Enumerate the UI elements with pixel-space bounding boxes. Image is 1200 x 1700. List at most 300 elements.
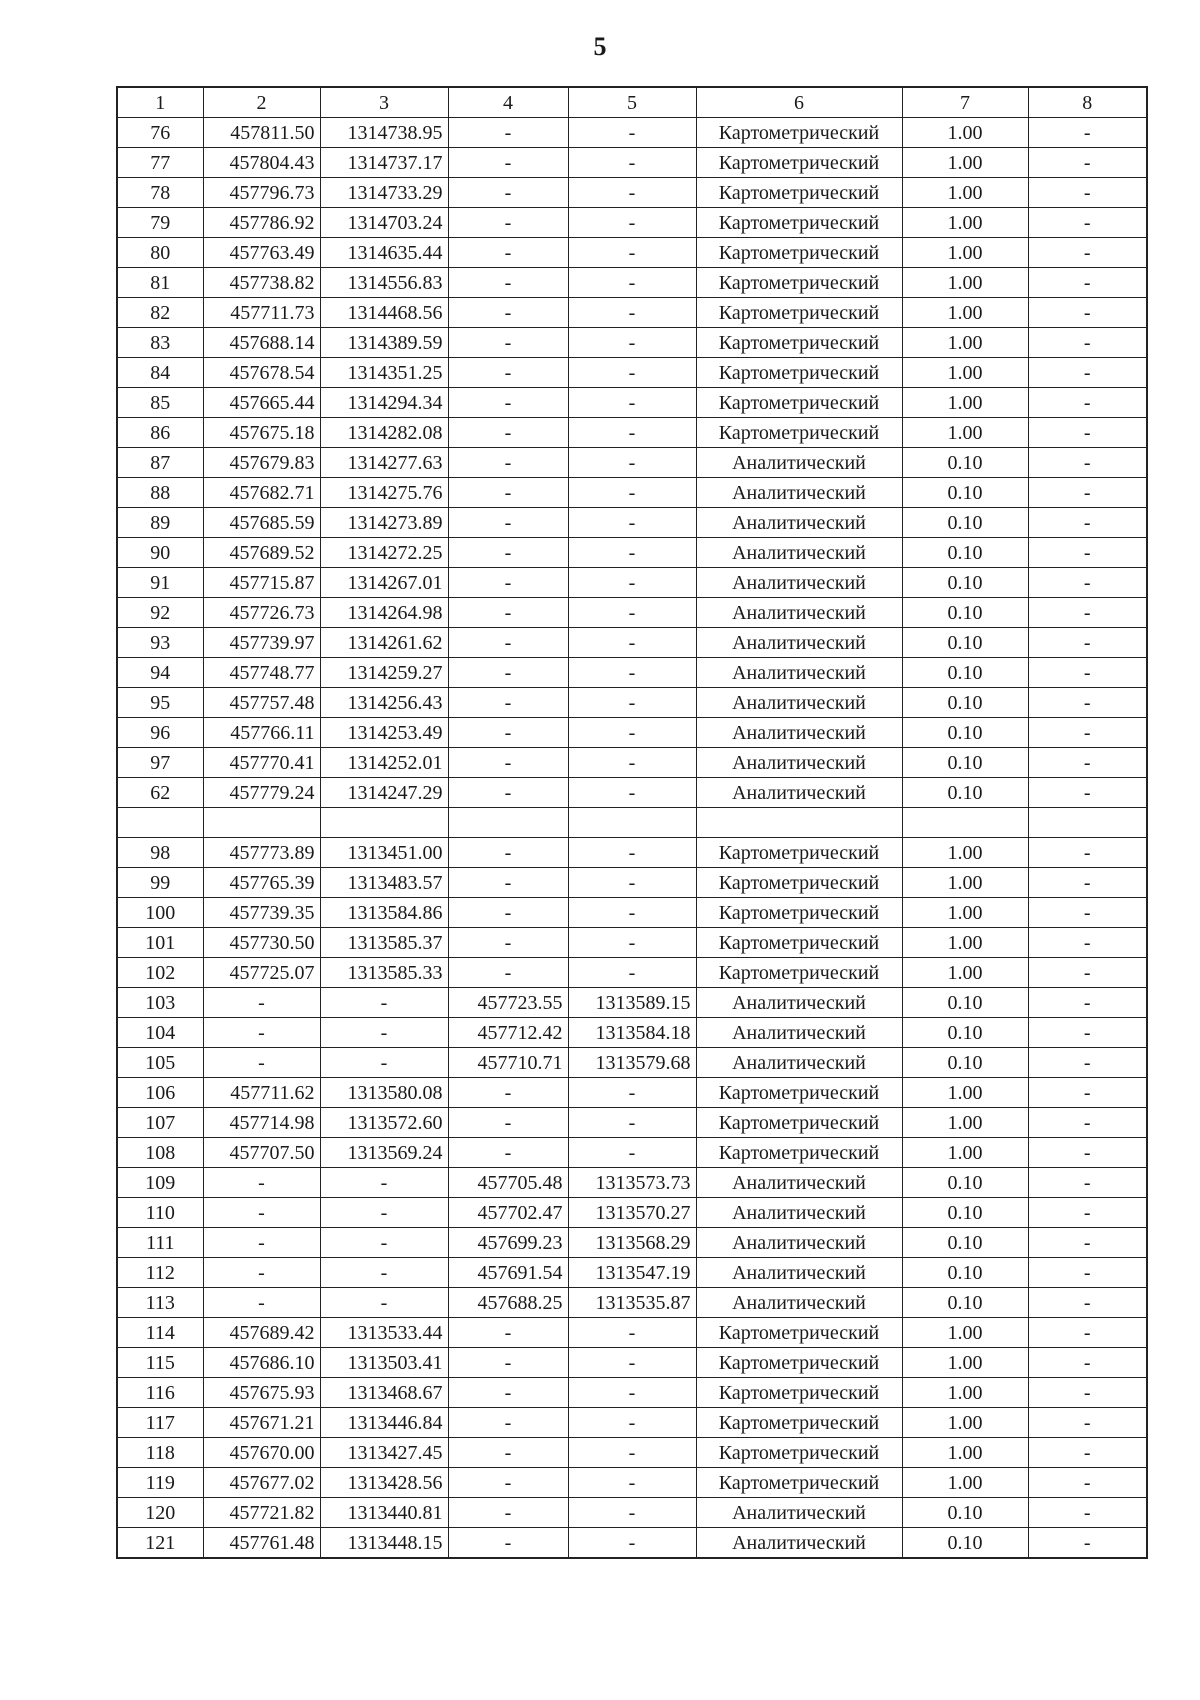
table-cell: 0.10 bbox=[902, 1168, 1028, 1198]
table-cell: 1313448.15 bbox=[320, 1528, 448, 1559]
table-cell: - bbox=[1028, 1198, 1147, 1228]
table-cell: 86 bbox=[117, 418, 203, 448]
table-cell: 1313535.87 bbox=[568, 1288, 696, 1318]
table-cell: Аналитический bbox=[696, 538, 902, 568]
table-cell: Аналитический bbox=[696, 448, 902, 478]
table-cell: Аналитический bbox=[696, 1228, 902, 1258]
column-header: 8 bbox=[1028, 87, 1147, 118]
table-cell bbox=[1028, 808, 1147, 838]
table-row bbox=[117, 478, 1147, 508]
table-cell: 1.00 bbox=[902, 1348, 1028, 1378]
table-cell: - bbox=[320, 1048, 448, 1078]
table-cell: Аналитический bbox=[696, 688, 902, 718]
table-cell: Картометрический bbox=[696, 1378, 902, 1408]
table-cell: 0.10 bbox=[902, 1258, 1028, 1288]
header-row bbox=[117, 87, 1147, 118]
table-cell: Картометрический bbox=[696, 298, 902, 328]
table-cell: 457675.93 bbox=[203, 1378, 320, 1408]
table-cell: - bbox=[568, 448, 696, 478]
table-cell: Аналитический bbox=[696, 1048, 902, 1078]
column-header: 5 bbox=[568, 87, 696, 118]
table-row bbox=[117, 238, 1147, 268]
table-cell: 457677.02 bbox=[203, 1468, 320, 1498]
table-cell: 457773.89 bbox=[203, 838, 320, 868]
table-cell: - bbox=[203, 988, 320, 1018]
table-cell: Аналитический bbox=[696, 1198, 902, 1228]
table-cell: Картометрический bbox=[696, 898, 902, 928]
table-cell: - bbox=[568, 1528, 696, 1559]
coordinates-table bbox=[116, 86, 1148, 1559]
table-cell: - bbox=[1028, 628, 1147, 658]
table-cell: Аналитический bbox=[696, 778, 902, 808]
table-cell: 1.00 bbox=[902, 1108, 1028, 1138]
table-cell: Аналитический bbox=[696, 1018, 902, 1048]
table-cell: 457715.87 bbox=[203, 568, 320, 598]
table-cell: - bbox=[1028, 1318, 1147, 1348]
table-cell: 457739.97 bbox=[203, 628, 320, 658]
table-cell: 1313584.86 bbox=[320, 898, 448, 928]
table-cell: 95 bbox=[117, 688, 203, 718]
table-cell: 457705.48 bbox=[448, 1168, 568, 1198]
table-cell: 85 bbox=[117, 388, 203, 418]
column-header: 2 bbox=[203, 87, 320, 118]
table-cell: Картометрический bbox=[696, 1438, 902, 1468]
table-cell: Картометрический bbox=[696, 418, 902, 448]
table-cell: 457786.92 bbox=[203, 208, 320, 238]
table-cell: - bbox=[448, 388, 568, 418]
table-cell: - bbox=[448, 628, 568, 658]
table-cell: - bbox=[448, 748, 568, 778]
table-cell: 1314267.01 bbox=[320, 568, 448, 598]
table-cell: 457685.59 bbox=[203, 508, 320, 538]
table-cell: - bbox=[568, 628, 696, 658]
table-cell: 1313451.00 bbox=[320, 838, 448, 868]
table-body bbox=[117, 118, 1147, 1559]
table-cell: - bbox=[448, 898, 568, 928]
table-row bbox=[117, 1228, 1147, 1258]
table-cell: 1.00 bbox=[902, 388, 1028, 418]
table-cell: 1313570.27 bbox=[568, 1198, 696, 1228]
table-cell: 0.10 bbox=[902, 718, 1028, 748]
table-cell: - bbox=[568, 478, 696, 508]
table-row bbox=[117, 418, 1147, 448]
table-cell: 457748.77 bbox=[203, 658, 320, 688]
table-cell: - bbox=[448, 1468, 568, 1498]
table-cell: - bbox=[448, 568, 568, 598]
table-cell: Картометрический bbox=[696, 208, 902, 238]
table-cell: - bbox=[568, 688, 696, 718]
table-cell: 100 bbox=[117, 898, 203, 928]
table-cell: Аналитический bbox=[696, 988, 902, 1018]
table-cell: 1313547.19 bbox=[568, 1258, 696, 1288]
table-row bbox=[117, 778, 1147, 808]
table-row bbox=[117, 1258, 1147, 1288]
table-cell: Аналитический bbox=[696, 658, 902, 688]
table-row bbox=[117, 1528, 1147, 1559]
table-cell bbox=[568, 808, 696, 838]
table-cell: 457691.54 bbox=[448, 1258, 568, 1288]
table-cell: - bbox=[203, 1288, 320, 1318]
table-cell: - bbox=[203, 1258, 320, 1288]
table-cell: 1314261.62 bbox=[320, 628, 448, 658]
table-cell: 457811.50 bbox=[203, 118, 320, 148]
table-cell: - bbox=[1028, 748, 1147, 778]
table-cell: - bbox=[1028, 388, 1147, 418]
table-cell: - bbox=[1028, 718, 1147, 748]
table-cell: - bbox=[1028, 898, 1147, 928]
table-cell: Картометрический bbox=[696, 1108, 902, 1138]
table-cell: 457711.73 bbox=[203, 298, 320, 328]
table-cell: 97 bbox=[117, 748, 203, 778]
table-cell: - bbox=[448, 208, 568, 238]
column-header: 4 bbox=[448, 87, 568, 118]
table-cell: Аналитический bbox=[696, 508, 902, 538]
table-cell: 457763.49 bbox=[203, 238, 320, 268]
table-cell: 0.10 bbox=[902, 448, 1028, 478]
table-cell: 0.10 bbox=[902, 1528, 1028, 1559]
table-cell: 1.00 bbox=[902, 178, 1028, 208]
table-row bbox=[117, 1048, 1147, 1078]
table-cell: 457671.21 bbox=[203, 1408, 320, 1438]
table-cell: 89 bbox=[117, 508, 203, 538]
table-cell: 91 bbox=[117, 568, 203, 598]
table-cell: 1.00 bbox=[902, 358, 1028, 388]
table-cell bbox=[203, 808, 320, 838]
table-cell: 1.00 bbox=[902, 1138, 1028, 1168]
table-cell: 457779.24 bbox=[203, 778, 320, 808]
table-cell: - bbox=[1028, 148, 1147, 178]
table-cell: - bbox=[1028, 1138, 1147, 1168]
table-cell: 0.10 bbox=[902, 478, 1028, 508]
table-cell: 105 bbox=[117, 1048, 203, 1078]
table-cell: 457675.18 bbox=[203, 418, 320, 448]
table-cell: - bbox=[568, 1108, 696, 1138]
table-row bbox=[117, 1468, 1147, 1498]
table-row bbox=[117, 718, 1147, 748]
table-cell: 82 bbox=[117, 298, 203, 328]
table-cell: - bbox=[568, 928, 696, 958]
table-cell: 1313585.33 bbox=[320, 958, 448, 988]
column-header: 3 bbox=[320, 87, 448, 118]
table-cell: 116 bbox=[117, 1378, 203, 1408]
table-row bbox=[117, 448, 1147, 478]
table-cell: - bbox=[448, 1138, 568, 1168]
table-cell: - bbox=[1028, 868, 1147, 898]
table-cell: Картометрический bbox=[696, 358, 902, 388]
table-cell: 1314389.59 bbox=[320, 328, 448, 358]
table-cell: 1.00 bbox=[902, 268, 1028, 298]
table-row bbox=[117, 598, 1147, 628]
table-cell: - bbox=[448, 928, 568, 958]
table-cell: Картометрический bbox=[696, 238, 902, 268]
table-row bbox=[117, 658, 1147, 688]
table-cell: Картометрический bbox=[696, 868, 902, 898]
table-cell: - bbox=[448, 418, 568, 448]
table-row bbox=[117, 928, 1147, 958]
table-cell: 1314703.24 bbox=[320, 208, 448, 238]
table-cell: - bbox=[448, 328, 568, 358]
table-cell: 1313483.57 bbox=[320, 868, 448, 898]
table-cell: - bbox=[568, 358, 696, 388]
table-cell: 106 bbox=[117, 1078, 203, 1108]
table-cell: 1314635.44 bbox=[320, 238, 448, 268]
table-cell: 1314733.29 bbox=[320, 178, 448, 208]
table-cell: 457723.55 bbox=[448, 988, 568, 1018]
table-cell: - bbox=[1028, 988, 1147, 1018]
table-cell: 1.00 bbox=[902, 838, 1028, 868]
table-cell: 457682.71 bbox=[203, 478, 320, 508]
table-cell: - bbox=[1028, 478, 1147, 508]
table-cell: 1.00 bbox=[902, 1318, 1028, 1348]
table-cell: - bbox=[1028, 1048, 1147, 1078]
table-cell: 1314738.95 bbox=[320, 118, 448, 148]
table-cell: - bbox=[568, 748, 696, 778]
table-cell: - bbox=[448, 1318, 568, 1348]
table-cell: 1.00 bbox=[902, 238, 1028, 268]
table-cell: Картометрический bbox=[696, 1468, 902, 1498]
table-row bbox=[117, 868, 1147, 898]
table-cell: 457712.42 bbox=[448, 1018, 568, 1048]
table-cell: - bbox=[448, 538, 568, 568]
table-cell: - bbox=[1028, 1288, 1147, 1318]
table-cell: 76 bbox=[117, 118, 203, 148]
table-cell: - bbox=[568, 598, 696, 628]
table-cell: 1313440.81 bbox=[320, 1498, 448, 1528]
table-cell: - bbox=[568, 178, 696, 208]
table-cell: Картометрический bbox=[696, 148, 902, 178]
table-cell: - bbox=[448, 148, 568, 178]
table-cell: - bbox=[448, 1348, 568, 1378]
table-cell: 101 bbox=[117, 928, 203, 958]
table-cell: Картометрический bbox=[696, 268, 902, 298]
table-cell: - bbox=[568, 538, 696, 568]
table-cell: - bbox=[448, 298, 568, 328]
table-cell: - bbox=[448, 268, 568, 298]
column-header: 1 bbox=[117, 87, 203, 118]
table-cell: 457738.82 bbox=[203, 268, 320, 298]
table-cell: Аналитический bbox=[696, 598, 902, 628]
table-cell: 113 bbox=[117, 1288, 203, 1318]
table-row bbox=[117, 538, 1147, 568]
table-cell: - bbox=[568, 778, 696, 808]
table-cell: - bbox=[1028, 178, 1147, 208]
table-cell: 1314247.29 bbox=[320, 778, 448, 808]
table-cell: - bbox=[1028, 1408, 1147, 1438]
table-cell: 457678.54 bbox=[203, 358, 320, 388]
table-cell: 457761.48 bbox=[203, 1528, 320, 1559]
table-cell: 457711.62 bbox=[203, 1078, 320, 1108]
table-cell: - bbox=[1028, 1228, 1147, 1258]
table-cell: 1314275.76 bbox=[320, 478, 448, 508]
table-cell: 457699.23 bbox=[448, 1228, 568, 1258]
table-cell: - bbox=[448, 1408, 568, 1438]
table-row bbox=[117, 1378, 1147, 1408]
table-cell: Картометрический bbox=[696, 1348, 902, 1378]
table-cell: 457702.47 bbox=[448, 1198, 568, 1228]
table-cell: - bbox=[320, 1258, 448, 1288]
table-cell: 1314737.17 bbox=[320, 148, 448, 178]
table-row bbox=[117, 958, 1147, 988]
table-cell: - bbox=[1028, 1018, 1147, 1048]
table-cell: - bbox=[568, 268, 696, 298]
table-cell: 77 bbox=[117, 148, 203, 178]
table-cell: - bbox=[568, 1468, 696, 1498]
table-cell: - bbox=[1028, 658, 1147, 688]
table-cell: Аналитический bbox=[696, 1168, 902, 1198]
table-row bbox=[117, 328, 1147, 358]
table-cell: - bbox=[448, 598, 568, 628]
table-cell: - bbox=[1028, 778, 1147, 808]
table-cell: 457730.50 bbox=[203, 928, 320, 958]
table-cell: - bbox=[1028, 268, 1147, 298]
table-cell: 1.00 bbox=[902, 1438, 1028, 1468]
table-cell: Картометрический bbox=[696, 1318, 902, 1348]
table-cell: 1.00 bbox=[902, 1078, 1028, 1108]
table-cell: 87 bbox=[117, 448, 203, 478]
table-cell: 1314264.98 bbox=[320, 598, 448, 628]
table-cell: - bbox=[320, 1168, 448, 1198]
table-cell: - bbox=[1028, 118, 1147, 148]
table-cell: Картометрический bbox=[696, 928, 902, 958]
table-cell: - bbox=[203, 1018, 320, 1048]
table-cell: Картометрический bbox=[696, 1078, 902, 1108]
table-cell: 0.10 bbox=[902, 1198, 1028, 1228]
table-cell: 457670.00 bbox=[203, 1438, 320, 1468]
table-cell: 0.10 bbox=[902, 658, 1028, 688]
table-cell: 1.00 bbox=[902, 1378, 1028, 1408]
table-cell: 0.10 bbox=[902, 688, 1028, 718]
table-cell: Картометрический bbox=[696, 838, 902, 868]
table-cell: 1313569.24 bbox=[320, 1138, 448, 1168]
table-cell: - bbox=[568, 328, 696, 358]
table-cell: - bbox=[448, 1378, 568, 1408]
table-cell: - bbox=[1028, 328, 1147, 358]
table-cell: Картометрический bbox=[696, 118, 902, 148]
table-cell: 0.10 bbox=[902, 568, 1028, 598]
table-cell: 62 bbox=[117, 778, 203, 808]
table-cell: - bbox=[1028, 1528, 1147, 1559]
table-cell: 457689.52 bbox=[203, 538, 320, 568]
table-cell: - bbox=[1028, 1258, 1147, 1288]
table-cell: 1314556.83 bbox=[320, 268, 448, 298]
table-cell: - bbox=[448, 1498, 568, 1528]
table-cell: Аналитический bbox=[696, 478, 902, 508]
table-cell: 457725.07 bbox=[203, 958, 320, 988]
table-cell: Картометрический bbox=[696, 388, 902, 418]
table-cell: 1313428.56 bbox=[320, 1468, 448, 1498]
table-cell: - bbox=[1028, 1168, 1147, 1198]
table-cell: 80 bbox=[117, 238, 203, 268]
table-cell: - bbox=[568, 1498, 696, 1528]
table-cell bbox=[448, 808, 568, 838]
table-cell: 1313579.68 bbox=[568, 1048, 696, 1078]
table-cell: - bbox=[568, 298, 696, 328]
table-cell: 104 bbox=[117, 1018, 203, 1048]
table-row bbox=[117, 1318, 1147, 1348]
table-cell: - bbox=[1028, 418, 1147, 448]
table-cell: - bbox=[1028, 508, 1147, 538]
table-cell: 0.10 bbox=[902, 988, 1028, 1018]
table-cell: 457766.11 bbox=[203, 718, 320, 748]
table-cell: - bbox=[568, 118, 696, 148]
table-cell: - bbox=[320, 1198, 448, 1228]
table-cell: Картометрический bbox=[696, 958, 902, 988]
table-cell: - bbox=[1028, 1078, 1147, 1108]
column-header: 7 bbox=[902, 87, 1028, 118]
table-cell: 0.10 bbox=[902, 628, 1028, 658]
table-cell: - bbox=[203, 1228, 320, 1258]
table-cell: 99 bbox=[117, 868, 203, 898]
table-cell: 109 bbox=[117, 1168, 203, 1198]
table-cell: 1313573.73 bbox=[568, 1168, 696, 1198]
table-row bbox=[117, 1198, 1147, 1228]
table-cell: 1314273.89 bbox=[320, 508, 448, 538]
table-row bbox=[117, 568, 1147, 598]
table-cell: 1314253.49 bbox=[320, 718, 448, 748]
table-cell: 1314351.25 bbox=[320, 358, 448, 388]
table-cell: 1.00 bbox=[902, 328, 1028, 358]
table-cell: 1313503.41 bbox=[320, 1348, 448, 1378]
table-cell: - bbox=[448, 688, 568, 718]
table-cell: 0.10 bbox=[902, 538, 1028, 568]
table-cell: 114 bbox=[117, 1318, 203, 1348]
table-cell: 1313446.84 bbox=[320, 1408, 448, 1438]
table-cell: 457765.39 bbox=[203, 868, 320, 898]
table-cell: - bbox=[448, 448, 568, 478]
table-cell: 1.00 bbox=[902, 1408, 1028, 1438]
table-cell: Аналитический bbox=[696, 1498, 902, 1528]
table-cell: 0.10 bbox=[902, 1228, 1028, 1258]
table-cell: - bbox=[448, 358, 568, 388]
table-cell: - bbox=[1028, 238, 1147, 268]
table-cell: 1.00 bbox=[902, 898, 1028, 928]
table-cell: - bbox=[448, 178, 568, 208]
table-cell: 0.10 bbox=[902, 748, 1028, 778]
table-cell: 83 bbox=[117, 328, 203, 358]
table-cell: - bbox=[1028, 538, 1147, 568]
table-cell: 118 bbox=[117, 1438, 203, 1468]
table-cell bbox=[117, 808, 203, 838]
table-cell: - bbox=[568, 1138, 696, 1168]
table-cell: 1314259.27 bbox=[320, 658, 448, 688]
table-cell: - bbox=[568, 1318, 696, 1348]
table-cell: - bbox=[1028, 1108, 1147, 1138]
table-cell: - bbox=[448, 838, 568, 868]
table-cell: - bbox=[1028, 358, 1147, 388]
table-cell: 121 bbox=[117, 1528, 203, 1559]
table-cell: - bbox=[568, 958, 696, 988]
column-header: 6 bbox=[696, 87, 902, 118]
table-cell: Аналитический bbox=[696, 1528, 902, 1559]
table-cell: - bbox=[1028, 568, 1147, 598]
table-cell: - bbox=[448, 118, 568, 148]
table-cell: Картометрический bbox=[696, 1408, 902, 1438]
table-cell: 1313580.08 bbox=[320, 1078, 448, 1108]
table-cell: Аналитический bbox=[696, 1288, 902, 1318]
table-row bbox=[117, 1018, 1147, 1048]
table-cell: 457707.50 bbox=[203, 1138, 320, 1168]
table-cell: Картометрический bbox=[696, 178, 902, 208]
table-cell: - bbox=[1028, 1498, 1147, 1528]
table-cell: 1.00 bbox=[902, 148, 1028, 178]
table-cell: 457721.82 bbox=[203, 1498, 320, 1528]
table-cell: - bbox=[448, 1438, 568, 1468]
table-cell: - bbox=[448, 658, 568, 688]
table-cell: 457710.71 bbox=[448, 1048, 568, 1078]
table-row bbox=[117, 628, 1147, 658]
table-row bbox=[117, 1348, 1147, 1378]
table-cell bbox=[696, 808, 902, 838]
